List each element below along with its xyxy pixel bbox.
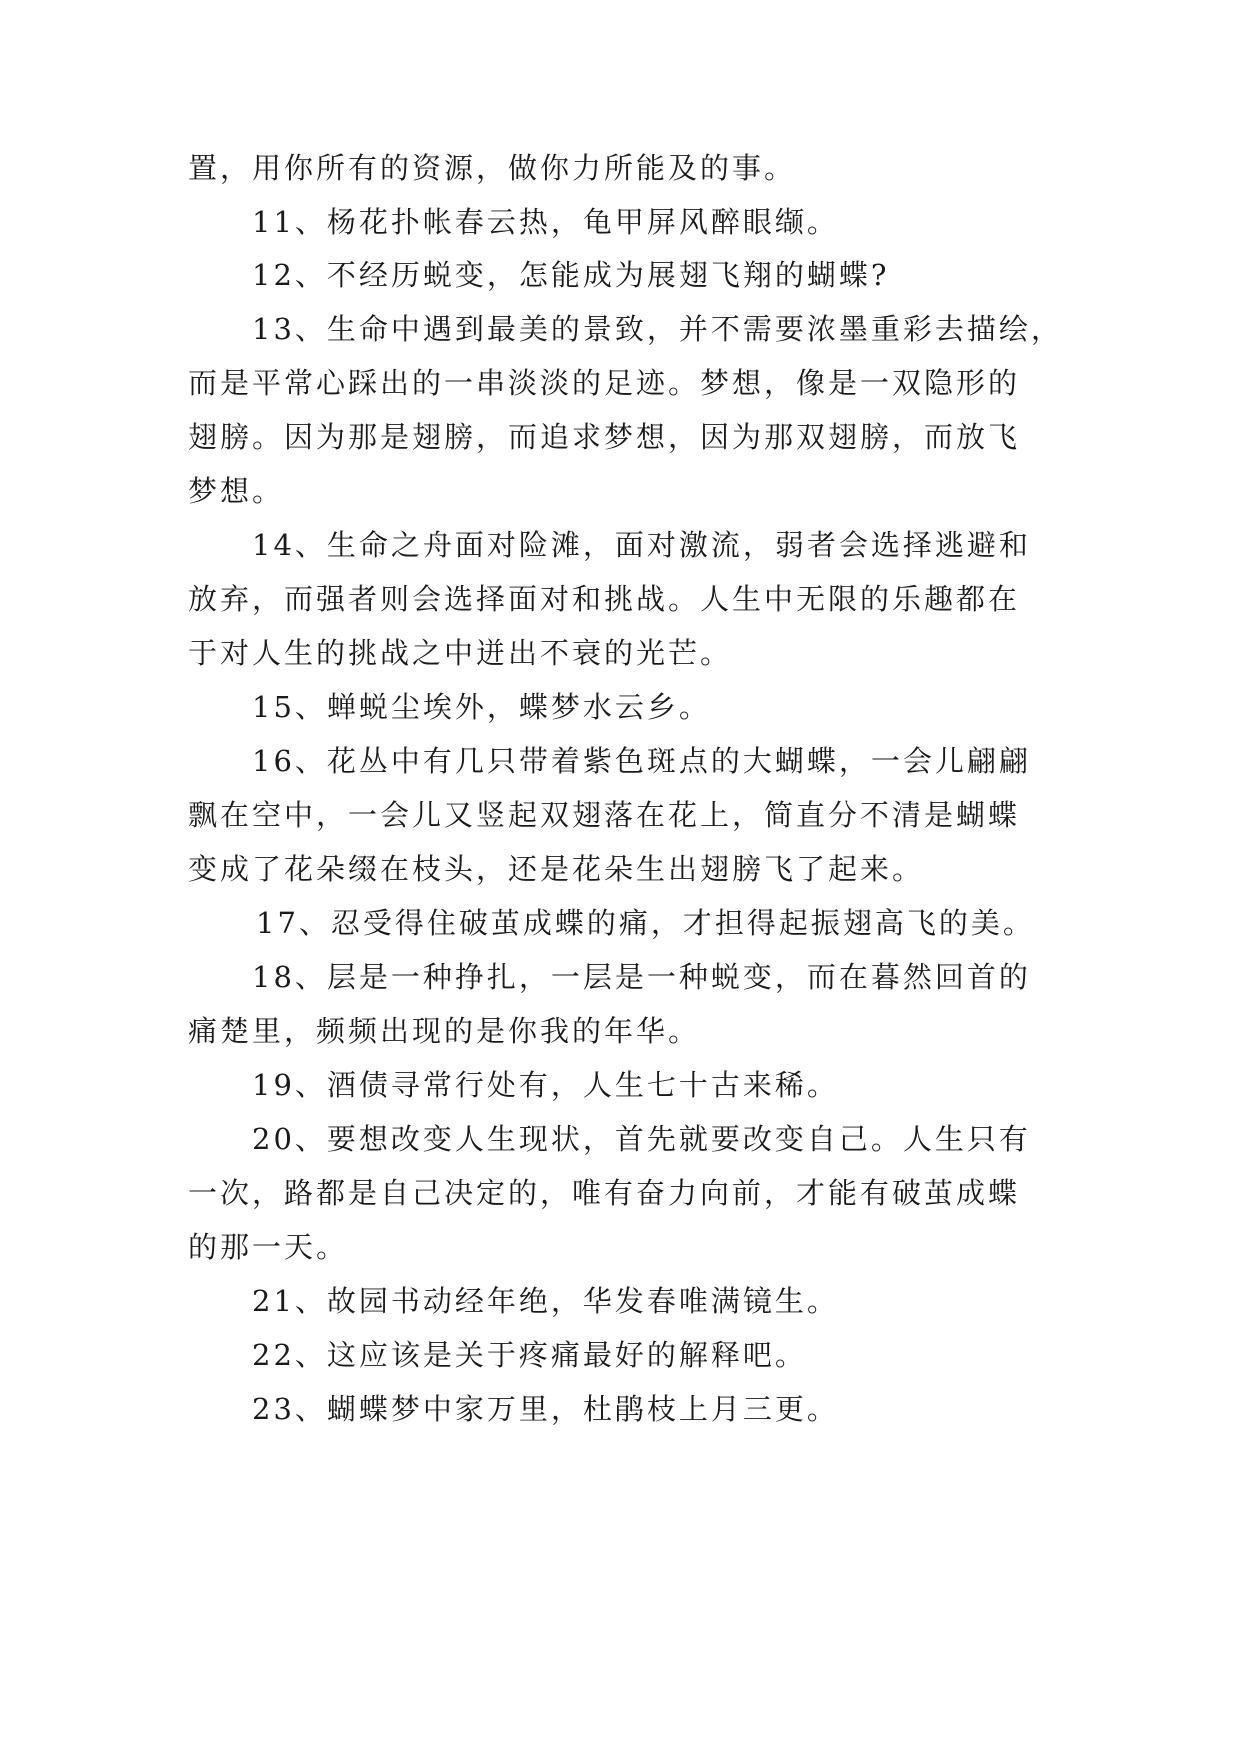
- text-line: 的那一天。: [188, 1230, 349, 1264]
- text-line: 痛楚里，频频出现的是你我的年华。: [188, 1014, 701, 1048]
- text-line: 17、忍受得住破茧成蝶的痛，才担得起振翅高飞的美。: [256, 906, 1035, 940]
- text-line: 梦想。: [188, 474, 285, 508]
- text-line: 23、蝴蝶梦中家万里，杜鹃枝上月三更。: [252, 1392, 839, 1426]
- text-line: 18、层是一种挣扎，一层是一种蜕变，而在暮然回首的: [252, 960, 1031, 994]
- text-line: 飘在空中，一会儿又竖起双翅落在花上，简直分不清是蝴蝶: [188, 798, 1021, 832]
- text-line: 20、要想改变人生现状，首先就要改变自己。人生只有: [252, 1122, 1031, 1156]
- text-line: 15、蝉蜕尘埃外，蝶梦水云乡。: [252, 690, 711, 724]
- text-line: 16、花丛中有几只带着紫色斑点的大蝴蝶，一会儿翩翩: [252, 744, 1031, 778]
- text-line: 置，用你所有的资源，做你力所能及的事。: [188, 151, 797, 185]
- text-line: 12、不经历蜕变，怎能成为展翅飞翔的蝴蝶?: [252, 258, 890, 292]
- text-line: 于对人生的挑战之中迸出不衰的光芒。: [188, 636, 733, 670]
- text-line: 变成了花朵缀在枝头，还是花朵生出翅膀飞了起来。: [188, 852, 925, 886]
- text-line: 11、杨花扑帐春云热，龟甲屏风醉眼缬。: [252, 205, 839, 239]
- text-line: 一次，路都是自己决定的，唯有奋力向前，才能有破茧成蝶: [188, 1176, 1021, 1210]
- text-line: 放弃，而强者则会选择面对和挑战。人生中无限的乐趣都在: [188, 582, 1021, 616]
- text-line: 19、酒债寻常行处有，人生七十古来稀。: [252, 1068, 839, 1102]
- text-line: 21、故园书动经年绝，华发春唯满镜生。: [252, 1284, 839, 1318]
- text-line: 13、生命中遇到最美的景致，并不需要浓墨重彩去描绘，: [252, 312, 1063, 346]
- text-line: 22、这应该是关于疼痛最好的解释吧。: [252, 1338, 807, 1372]
- text-line: 翅膀。因为那是翅膀，而追求梦想，因为那双翅膀，而放飞: [188, 420, 1021, 454]
- text-line: 14、生命之舟面对险滩，面对激流，弱者会选择逃避和: [252, 528, 1031, 562]
- text-line: 而是平常心踩出的一串淡淡的足迹。梦想，像是一双隐形的: [188, 366, 1021, 400]
